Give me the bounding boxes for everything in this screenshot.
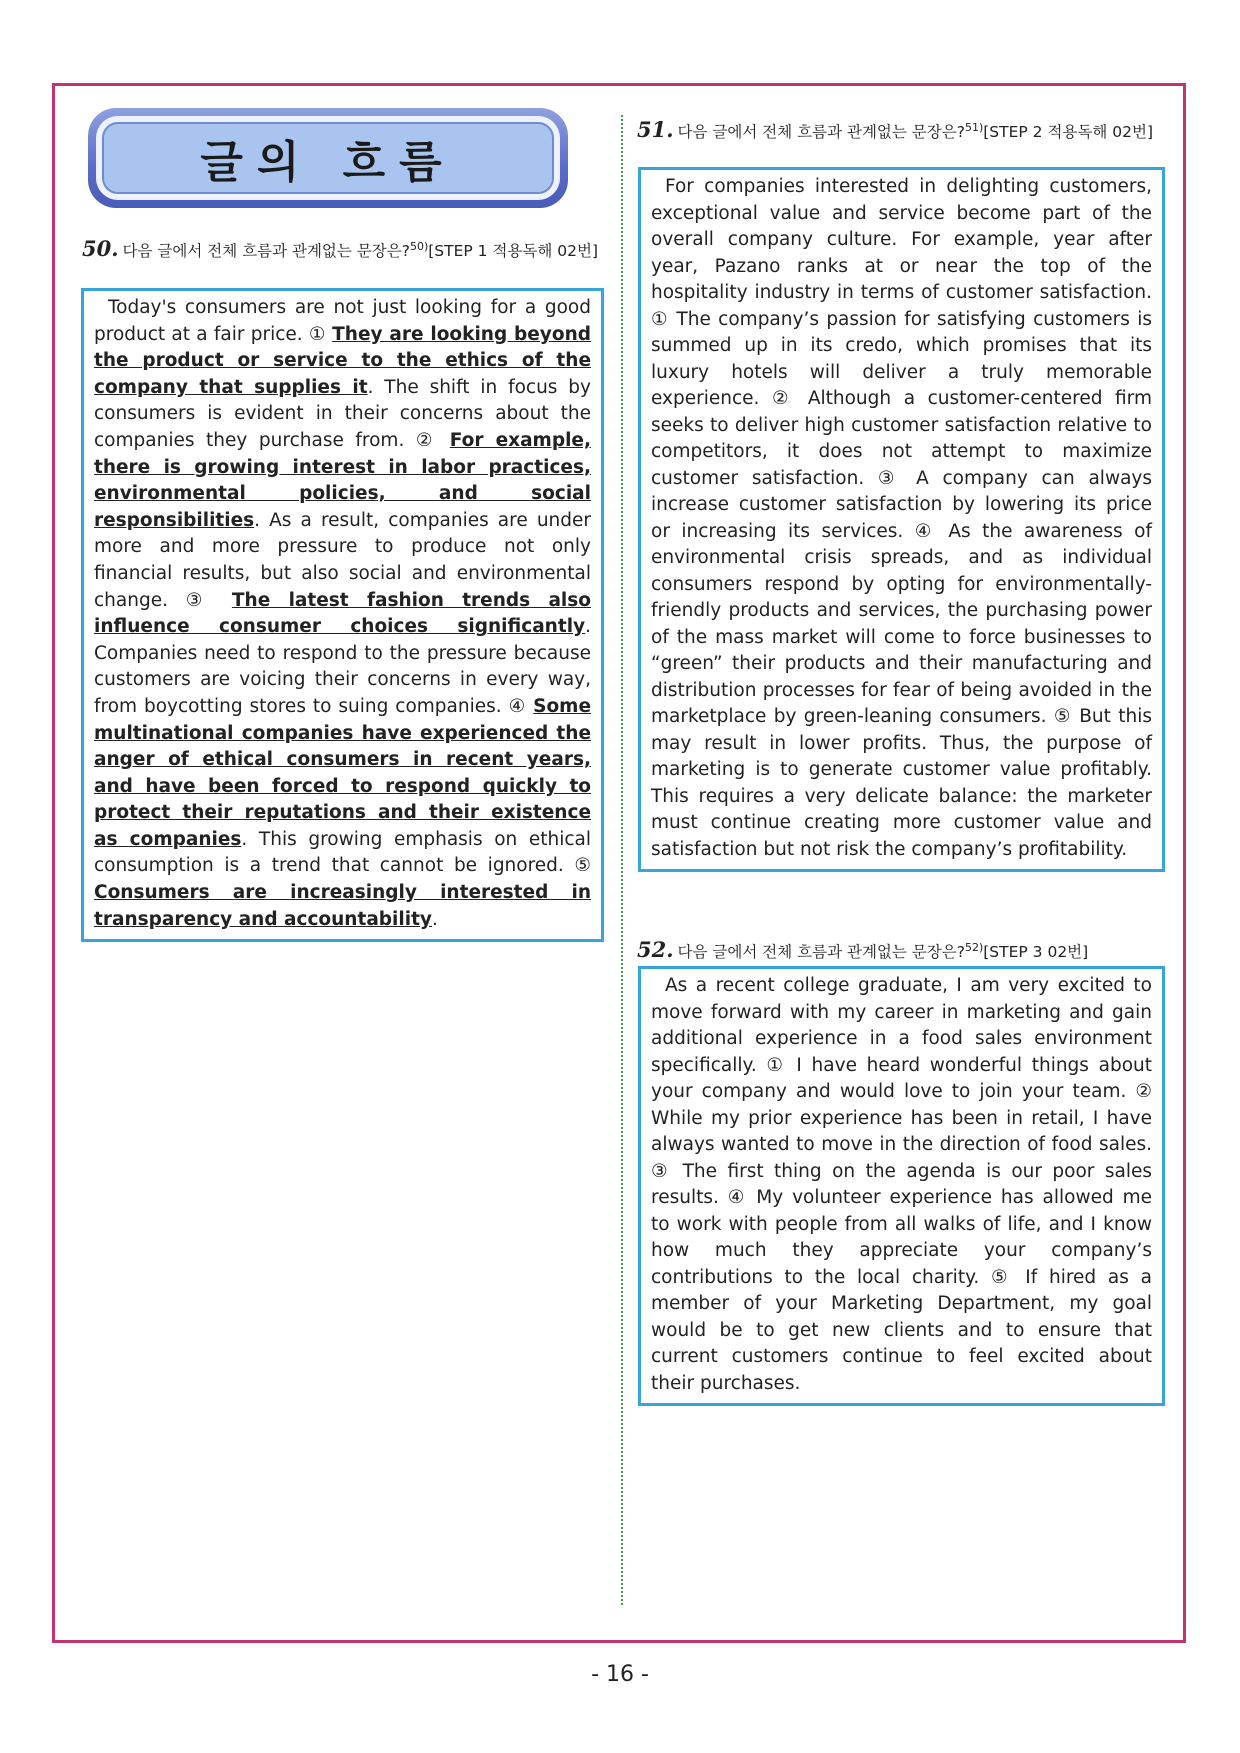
q51-ref: 51) (964, 121, 984, 134)
q52-question: 다음 글에서 전체 흐름과 관계없는 문장은? (677, 943, 965, 962)
q51-question: 다음 글에서 전체 흐름과 관계없는 문장은? (677, 123, 965, 142)
q50-text-segment: Today's consumers are not just looking for a good product at a fair price. ① (94, 297, 591, 345)
q50-passage (94, 295, 591, 933)
q52-passage: As a recent college graduate, I am very excited to move forward with my career in marketing and gain additional experience in a food sales environment specifically. ① I have heard wonderful things about your company and would love to join your team. ② While my prior experience has been in retail, I have always wanted to move in the direction of food sales. ③ The first thing on the agenda is our poor sales results. ④ My volunteer experience has allowed me to work with people from all walks of life, and I know how much they appreciate your company’s contributions to the local charity. ⑤ If hired as a member of your Marketing Department, my goal would be to get new clients and to ensure that current customers continue to feel excited about their purchases. (651, 975, 1152, 1394)
q50-underlined-sentence: The latest fashion trends also influence consumer choices significantly (94, 589, 591, 638)
q51-header (637, 117, 1167, 143)
q50-text-segment: . (431, 908, 438, 930)
banner-title: 글의 흐름 (200, 137, 456, 188)
q52-source: [STEP 3 02번] (983, 943, 1089, 962)
page-number: - 16 - (591, 1662, 649, 1687)
q50-source: [STEP 1 적용독해 02번] (428, 242, 599, 261)
q52-number: 52. (637, 937, 674, 963)
q50-text-segment: . The shift in focus by consumers is evident in their concerns about the companies they purchase from. ② (94, 376, 591, 451)
q52-header (637, 937, 1167, 963)
q50-underlined-sentence: For example, there is growing interest in labor practices, environmental policies, and social responsibilities (94, 429, 591, 531)
q50-text-segment: . Companies need to respond to the pressure because customers are voicing their concerns in every way, from boycotting stores to suing companies. ④ (94, 616, 591, 717)
q52-passage-box (638, 966, 1165, 1406)
q50-number: 50. (82, 236, 119, 262)
q50-ref: 50) (409, 240, 429, 253)
q51-passage: For companies interested in delighting customers, exceptional value and service become part of the overall company culture. For example, year after year, Pazano ranks at or near the top of the hospitality industry in terms of customer satisfaction. ① The company’s passion for satisfying customers is summed up in its credo, which promises that its luxury hotels will deliver a truly memorable experience. ② Although a customer-centered firm seeks to deliver high customer satisfaction relative to competitors, it does not attempt to maximize customer satisfaction. ③ A company can always increase customer satisfaction by lowering its price or increasing its services. ④ As the awareness of environmental crisis spreads, and as individual consumers respond by opting for environmentally-friendly products and services, the purchasing power of the mass market will come to force businesses to “green” their products and their manufacturing and distribution processes for fear of being avoided in the marketplace by green-leaning consumers. ⑤ But this may result in lower profits. Thus, the purpose of marketing is to generate customer value profitably. This requires a very delicate balance: the marketer must continue creating more customer value and satisfaction but not risk the company’s profitability. (651, 176, 1152, 860)
section-banner (88, 108, 568, 208)
q50-text-segment: . As a result, companies are under more and more pressure to produce not only financial results, but also social and environmental change. ③ (94, 509, 591, 611)
q51-source: [STEP 2 적용독해 02번] (983, 123, 1154, 142)
q51-number: 51. (637, 117, 674, 143)
q50-underlined-sentence: Consumers are increasingly interested in transparency and accountability (94, 882, 591, 930)
q50-question: 다음 글에서 전체 흐름과 관계없는 문장은? (122, 242, 410, 261)
q51-passage-box (638, 167, 1165, 872)
q50-passage-box (81, 288, 604, 942)
q50-header (82, 236, 602, 262)
q50-underlined-sentence: They are looking beyond the product or service to the ethics of the company that supplies it (94, 323, 591, 398)
column-divider (621, 115, 623, 1605)
q50-text-segment: . This growing emphasis on ethical consumption is a trend that cannot be ignored. ⑤ (94, 828, 591, 877)
q50-underlined-sentence: Some multinational companies have experienced the anger of ethical consumers in recent years, and have been forced to respond quickly to protect their reputations and their existence as companies (94, 695, 591, 850)
q52-ref: 52) (964, 941, 984, 954)
